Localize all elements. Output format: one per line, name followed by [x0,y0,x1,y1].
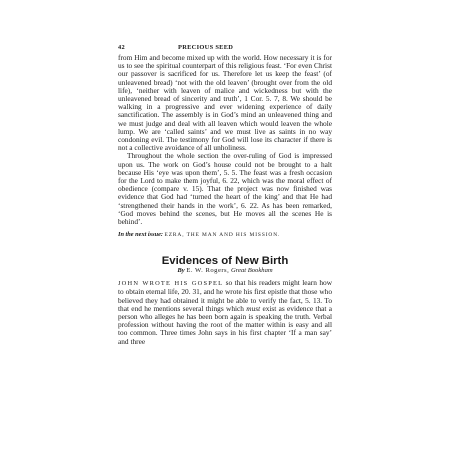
body-paragraph-1: from Him and become mixed up with the world. How necessary it is for us to see the spiritual counterpart of this religious feast. ‘For even Christ our passover is sacrificed for us. Therefore let us keep the feast’ (of unleavened bread) ‘not with the old leaven’ (brought over from the old life), ‘neither with leaven of malice and wickedness but with the unleavened bread of sincerity and truth’, 1 Cor. 5. 7, 8. We should be walking in a progressive and ever widening experience of daily sanctification. The assembly is in God’s mind an unleavened thing and we must judge and deal with all leaven which would leaven the whole lump. We are ‘called saints’ and we must live as saints in no way condoning evil. The testimony for God will lose its character if there is not a collective avoidance of all unholiness. [118,53,332,153]
next-issue-note [118,231,332,239]
article-title: Evidences of New Birth [161,255,289,268]
byline-place: Great Bookham [230,267,273,275]
page-number: 42 [118,44,125,51]
article-lead-in: JOHN WROTE HIS GOSPEL [118,280,224,288]
byline [118,267,332,275]
article-emphasis: must [246,303,261,313]
byline-by: By [177,267,185,275]
article-body [118,279,332,346]
article-body-part-1: so that his readers might learn how to obtain eternal life, 20. 31, and he wrote his first epistle that those who believed they had obtained it might be able to verify the fact, 5. 13. To that end he mentions several things which [118,278,332,313]
journal-title: PRECIOUS SEED [178,44,234,51]
article-body-part-2: exist as evidence that a person who alleges he has been born again is speaking the truth. Verbal profession without having the root of the matter within is easy and all too common. Three times John says in his first chapter ‘If a man say’ and three [118,303,332,346]
body-paragraph-2: Throughout the whole section the over-ruling of God is impressed upon us. The work on God’s house could not be brought to a halt because His ‘eye was upon them’, 5. 5. The feast was a fresh occasion for the Lord to make them joyful, 6. 22, which was the moral effect of obedience (compare v. 15). That the project was now finished was evidence that God had ‘turned the heart of the king’ and that He had ‘strengthened their hands in the work’, 6. 22. As has been remarked, ‘God moves behind the scenes, but He moves all the scenes He is behind’. [118,151,332,227]
document-page [118,44,332,346]
byline-author: E. W. Rogers, [186,267,230,275]
running-head [118,44,332,54]
next-issue-title: EZRA, THE MAN AND HIS MISSION. [164,232,281,239]
next-issue-label: In the next issue: [118,231,163,239]
